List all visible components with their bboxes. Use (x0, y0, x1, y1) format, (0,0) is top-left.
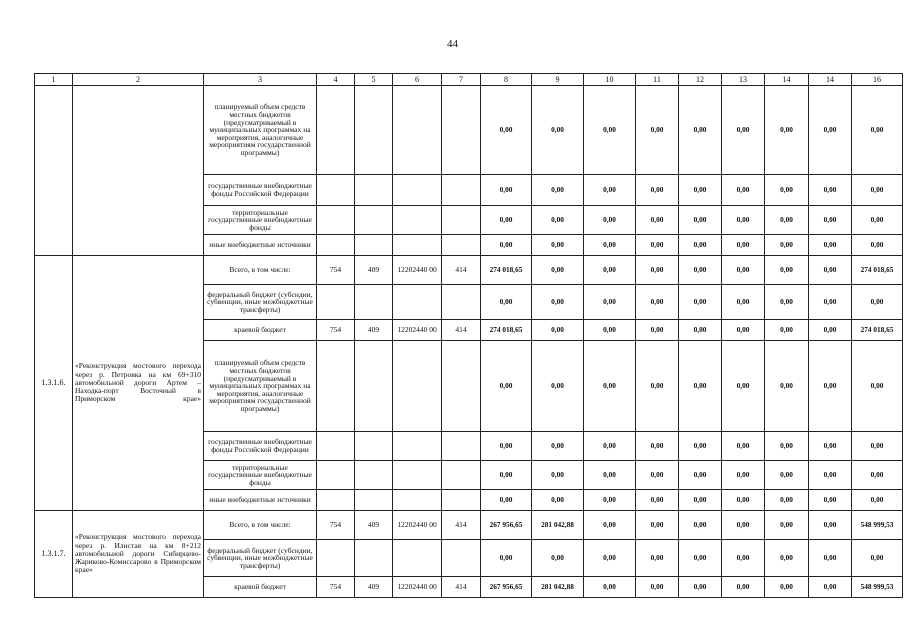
amount-cell: 0,00 (809, 577, 852, 598)
funding-source: федеральный бюджет (субсидии, субвенции, иные межбюджетные трансферты) (204, 285, 317, 320)
amount-cell: 0,00 (809, 511, 852, 540)
amount-cell: 0,00 (679, 511, 722, 540)
amount-cell: 0,00 (765, 432, 809, 461)
amount-cell: 0,00 (765, 490, 809, 511)
budget-code-cell: 12202440 00 (393, 511, 442, 540)
funding-source: планируемый объем средств местных бюджетов (предусматриваемый в муниципальных программах на мероприятия, аналогичные мероприятиям государственной программы) (204, 86, 317, 175)
amount-cell: 0,00 (679, 256, 722, 285)
budget-code-cell (393, 461, 442, 490)
budget-code-cell (393, 540, 442, 577)
amount-cell: 0,00 (584, 577, 636, 598)
funding-source: Всего, в том числе: (204, 511, 317, 540)
table-row (35, 86, 903, 175)
amount-cell: 0,00 (636, 511, 679, 540)
amount-cell: 548 999,53 (852, 577, 903, 598)
amount-cell: 0,00 (809, 490, 852, 511)
amount-cell: 0,00 (765, 341, 809, 432)
page-number: 44 (447, 38, 458, 50)
amount-cell: 0,00 (809, 540, 852, 577)
budget-code-cell (393, 235, 442, 256)
amount-cell: 0,00 (809, 235, 852, 256)
amount-cell: 0,00 (852, 540, 903, 577)
budget-code-cell: 414 (442, 511, 481, 540)
budget-code-cell (442, 432, 481, 461)
amount-cell: 0,00 (722, 490, 765, 511)
amount-cell: 0,00 (852, 86, 903, 175)
budget-code-cell (393, 490, 442, 511)
amount-cell: 0,00 (852, 341, 903, 432)
budget-table (34, 73, 903, 598)
amount-cell: 0,00 (679, 540, 722, 577)
budget-code-cell: 409 (355, 320, 393, 341)
row-index (35, 86, 73, 256)
amount-cell: 0,00 (636, 175, 679, 206)
amount-cell: 0,00 (636, 235, 679, 256)
budget-code-cell: 754 (317, 256, 355, 285)
budget-code-cell (442, 490, 481, 511)
amount-cell: 0,00 (584, 86, 636, 175)
amount-cell: 0,00 (584, 285, 636, 320)
amount-cell: 0,00 (722, 256, 765, 285)
funding-source: краевой бюджет (204, 320, 317, 341)
amount-cell: 0,00 (636, 86, 679, 175)
column-header: 7 (442, 74, 481, 86)
budget-code-cell: 409 (355, 256, 393, 285)
budget-code-cell: 12202440 00 (393, 320, 442, 341)
budget-code-cell (317, 432, 355, 461)
amount-cell: 0,00 (532, 461, 584, 490)
amount-cell: 0,00 (679, 432, 722, 461)
budget-code-cell: 409 (355, 511, 393, 540)
amount-cell: 0,00 (679, 86, 722, 175)
budget-code-cell (393, 206, 442, 235)
amount-cell: 0,00 (722, 320, 765, 341)
amount-cell: 0,00 (809, 86, 852, 175)
amount-cell: 0,00 (809, 256, 852, 285)
budget-code-cell (317, 86, 355, 175)
amount-cell: 0,00 (532, 341, 584, 432)
amount-cell: 0,00 (765, 461, 809, 490)
amount-cell: 0,00 (584, 511, 636, 540)
amount-cell: 0,00 (679, 577, 722, 598)
amount-cell: 0,00 (481, 206, 532, 235)
budget-code-cell (442, 86, 481, 175)
column-header: 8 (481, 74, 532, 86)
column-header: 14 (809, 74, 852, 86)
amount-cell: 0,00 (584, 341, 636, 432)
amount-cell: 0,00 (722, 285, 765, 320)
funding-source: государственные внебюджетные фонды Российской Федерации (204, 432, 317, 461)
amount-cell: 0,00 (584, 432, 636, 461)
budget-code-cell (355, 285, 393, 320)
amount-cell: 0,00 (765, 206, 809, 235)
amount-cell: 0,00 (584, 206, 636, 235)
header-row (35, 74, 903, 86)
amount-cell: 0,00 (481, 540, 532, 577)
amount-cell: 0,00 (679, 461, 722, 490)
column-header: 16 (852, 74, 903, 86)
budget-code-cell (317, 206, 355, 235)
amount-cell: 0,00 (481, 490, 532, 511)
column-header: 10 (584, 74, 636, 86)
amount-cell: 0,00 (584, 540, 636, 577)
amount-cell: 0,00 (636, 490, 679, 511)
amount-cell: 0,00 (679, 175, 722, 206)
column-header: 2 (73, 74, 204, 86)
amount-cell: 0,00 (636, 432, 679, 461)
amount-cell: 0,00 (722, 235, 765, 256)
budget-code-cell (317, 235, 355, 256)
measure-name (73, 86, 204, 256)
budget-code-cell (355, 432, 393, 461)
funding-source: территориальные государственные внебюджетные фонды (204, 461, 317, 490)
budget-code-cell (393, 175, 442, 206)
budget-code-cell: 414 (442, 256, 481, 285)
budget-code-cell (442, 235, 481, 256)
amount-cell: 267 956,65 (481, 577, 532, 598)
funding-source: иные внебюджетные источники (204, 235, 317, 256)
amount-cell: 0,00 (852, 461, 903, 490)
budget-code-cell (317, 341, 355, 432)
amount-cell: 0,00 (722, 341, 765, 432)
column-header: 1 (35, 74, 73, 86)
amount-cell: 281 042,88 (532, 511, 584, 540)
budget-code-cell (393, 285, 442, 320)
amount-cell: 0,00 (532, 256, 584, 285)
budget-code-cell (442, 341, 481, 432)
amount-cell: 0,00 (636, 256, 679, 285)
budget-code-cell: 12202440 00 (393, 256, 442, 285)
amount-cell: 0,00 (722, 175, 765, 206)
budget-code-cell (355, 540, 393, 577)
amount-cell: 0,00 (765, 285, 809, 320)
column-header: 9 (532, 74, 584, 86)
budget-code-cell (355, 490, 393, 511)
amount-cell: 0,00 (636, 540, 679, 577)
budget-code-cell (317, 540, 355, 577)
amount-cell: 0,00 (765, 175, 809, 206)
amount-cell: 0,00 (481, 235, 532, 256)
amount-cell: 0,00 (636, 285, 679, 320)
budget-code-cell: 754 (317, 577, 355, 598)
amount-cell: 0,00 (809, 432, 852, 461)
amount-cell: 274 018,65 (481, 320, 532, 341)
amount-cell: 0,00 (722, 86, 765, 175)
amount-cell: 0,00 (532, 235, 584, 256)
amount-cell: 0,00 (481, 461, 532, 490)
budget-code-cell (317, 175, 355, 206)
budget-code-cell: 414 (442, 320, 481, 341)
amount-cell: 267 956,65 (481, 511, 532, 540)
amount-cell: 0,00 (584, 235, 636, 256)
amount-cell: 0,00 (852, 206, 903, 235)
row-index: 1.3.1.6. (35, 256, 73, 511)
amount-cell: 0,00 (532, 432, 584, 461)
funding-source: федеральный бюджет (субсидии, субвенции, иные межбюджетные трансферты) (204, 540, 317, 577)
amount-cell: 0,00 (852, 490, 903, 511)
table-row (35, 511, 903, 540)
amount-cell: 0,00 (809, 175, 852, 206)
amount-cell: 0,00 (809, 341, 852, 432)
budget-code-cell: 12202440 00 (393, 577, 442, 598)
budget-code-cell (393, 86, 442, 175)
amount-cell: 0,00 (532, 285, 584, 320)
amount-cell: 0,00 (852, 285, 903, 320)
column-header: 11 (636, 74, 679, 86)
amount-cell: 0,00 (584, 256, 636, 285)
budget-code-cell (442, 540, 481, 577)
amount-cell: 0,00 (481, 86, 532, 175)
row-index: 1.3.1.7. (35, 511, 73, 598)
budget-code-cell: 754 (317, 511, 355, 540)
amount-cell: 0,00 (584, 461, 636, 490)
table-row (35, 256, 903, 285)
funding-source: иные внебюджетные источники (204, 490, 317, 511)
amount-cell: 0,00 (532, 175, 584, 206)
amount-cell: 0,00 (722, 206, 765, 235)
budget-code-cell (355, 235, 393, 256)
amount-cell: 0,00 (636, 320, 679, 341)
budget-code-cell (355, 341, 393, 432)
measure-name: «Реконструкция мостового перехода через р. Петровка на км 69+310 автомобильной дороги Артем – Находка-порт Восточный в Приморском крае» (73, 256, 204, 511)
amount-cell: 0,00 (532, 490, 584, 511)
column-header: 13 (722, 74, 765, 86)
amount-cell: 0,00 (679, 206, 722, 235)
amount-cell: 0,00 (679, 320, 722, 341)
amount-cell: 0,00 (679, 235, 722, 256)
amount-cell: 0,00 (852, 175, 903, 206)
amount-cell: 0,00 (532, 206, 584, 235)
amount-cell: 0,00 (532, 320, 584, 341)
measure-name: «Реконструкция мостового перехода через р. Илистая на км 8+212 автомобильной дороги Сибирцево-Жариково-Комиссарово в Приморском крае» (73, 511, 204, 598)
budget-code-cell (393, 341, 442, 432)
amount-cell: 0,00 (765, 86, 809, 175)
budget-code-cell (317, 490, 355, 511)
amount-cell: 0,00 (852, 235, 903, 256)
amount-cell: 0,00 (765, 540, 809, 577)
amount-cell: 0,00 (722, 461, 765, 490)
column-header: 4 (317, 74, 355, 86)
amount-cell: 548 999,53 (852, 511, 903, 540)
amount-cell: 274 018,65 (852, 320, 903, 341)
budget-code-cell (317, 285, 355, 320)
funding-source: планируемый объем средств местных бюджетов (предусматриваемый в муниципальных программах на мероприятия, аналогичные мероприятиям государственной программы) (204, 341, 317, 432)
amount-cell: 0,00 (809, 206, 852, 235)
amount-cell: 0,00 (679, 341, 722, 432)
amount-cell: 0,00 (765, 256, 809, 285)
amount-cell: 0,00 (584, 490, 636, 511)
column-header: 5 (355, 74, 393, 86)
budget-code-cell: 754 (317, 320, 355, 341)
table-body (35, 74, 903, 598)
funding-source: государственные внебюджетные фонды Российской Федерации (204, 175, 317, 206)
amount-cell: 0,00 (679, 490, 722, 511)
amount-cell: 0,00 (765, 577, 809, 598)
budget-code-cell (442, 206, 481, 235)
amount-cell: 0,00 (852, 432, 903, 461)
amount-cell: 0,00 (532, 86, 584, 175)
budget-code-cell: 409 (355, 577, 393, 598)
amount-cell: 0,00 (636, 206, 679, 235)
amount-cell: 0,00 (636, 341, 679, 432)
column-header: 6 (393, 74, 442, 86)
amount-cell: 0,00 (722, 577, 765, 598)
amount-cell: 0,00 (636, 577, 679, 598)
amount-cell: 0,00 (722, 540, 765, 577)
amount-cell: 0,00 (809, 285, 852, 320)
amount-cell: 0,00 (679, 285, 722, 320)
amount-cell: 0,00 (584, 175, 636, 206)
budget-code-cell (442, 285, 481, 320)
amount-cell: 274 018,65 (481, 256, 532, 285)
amount-cell: 0,00 (481, 175, 532, 206)
budget-code-cell (442, 461, 481, 490)
column-header: 14 (765, 74, 809, 86)
amount-cell: 0,00 (636, 461, 679, 490)
amount-cell: 0,00 (481, 432, 532, 461)
budget-code-cell (317, 461, 355, 490)
funding-source: краевой бюджет (204, 577, 317, 598)
budget-code-cell (355, 86, 393, 175)
column-header: 3 (204, 74, 317, 86)
amount-cell: 0,00 (809, 461, 852, 490)
budget-code-cell (393, 432, 442, 461)
funding-source: Всего, в том числе: (204, 256, 317, 285)
funding-source: территориальные государственные внебюджетные фонды (204, 206, 317, 235)
column-header: 12 (679, 74, 722, 86)
budget-code-cell (355, 461, 393, 490)
amount-cell: 281 042,88 (532, 577, 584, 598)
amount-cell: 0,00 (765, 320, 809, 341)
amount-cell: 0,00 (481, 285, 532, 320)
amount-cell: 0,00 (722, 511, 765, 540)
amount-cell: 0,00 (584, 320, 636, 341)
amount-cell: 0,00 (809, 320, 852, 341)
budget-code-cell (355, 206, 393, 235)
amount-cell: 0,00 (765, 511, 809, 540)
amount-cell: 0,00 (765, 235, 809, 256)
amount-cell: 0,00 (481, 341, 532, 432)
amount-cell: 274 018,65 (852, 256, 903, 285)
amount-cell: 0,00 (722, 432, 765, 461)
budget-code-cell (355, 175, 393, 206)
budget-code-cell: 414 (442, 577, 481, 598)
amount-cell: 0,00 (532, 540, 584, 577)
budget-code-cell (442, 175, 481, 206)
